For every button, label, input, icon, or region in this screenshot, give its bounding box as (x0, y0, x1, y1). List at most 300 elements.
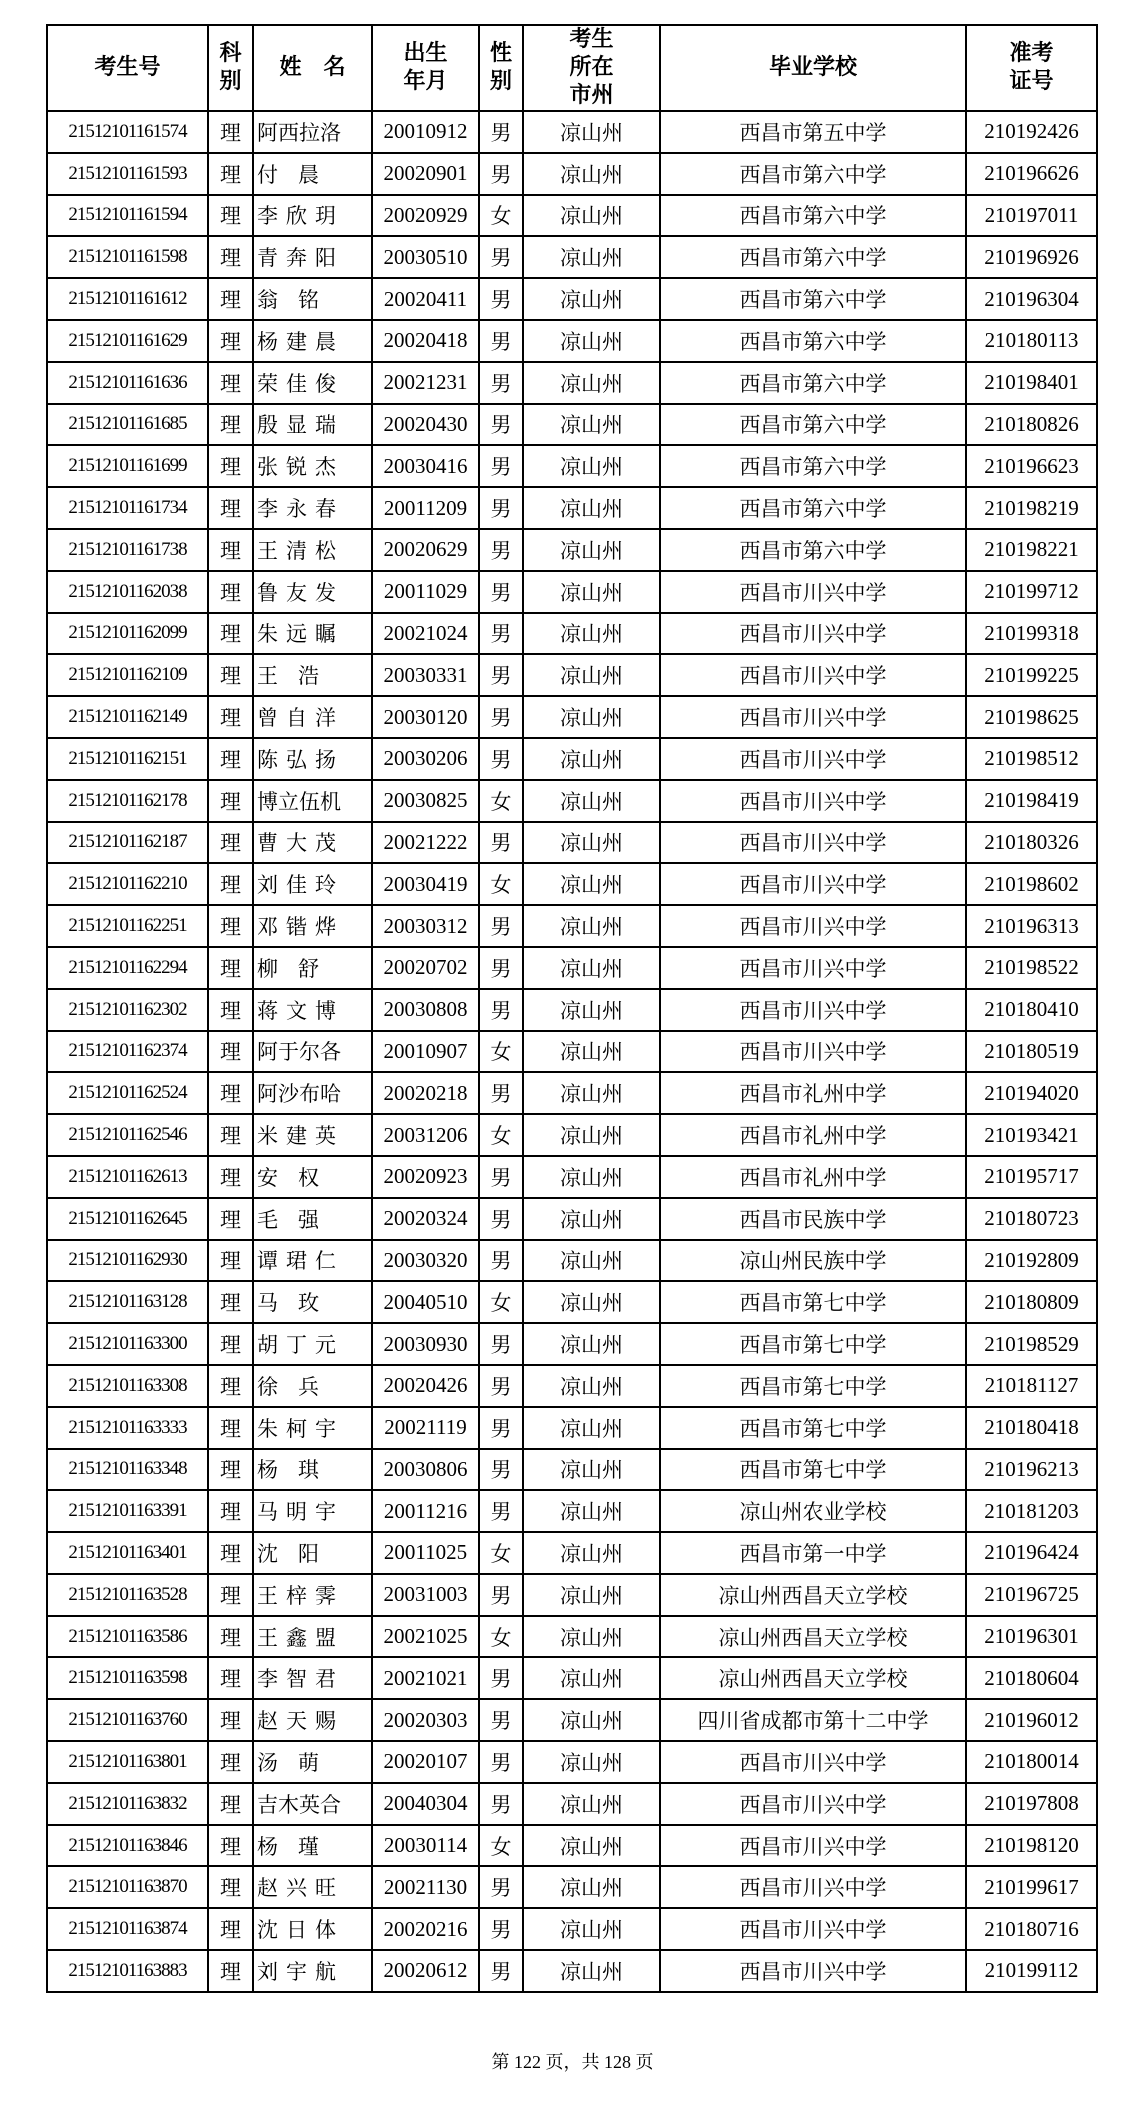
cell-gender: 男 (479, 487, 523, 529)
cell-school: 凉山州农业学校 (660, 1490, 966, 1532)
cell-birth: 20030206 (372, 738, 479, 780)
cell-city: 凉山州 (523, 236, 660, 278)
cell-city: 凉山州 (523, 947, 660, 989)
cell-ticket: 210198522 (966, 947, 1097, 989)
cell-gender: 男 (479, 571, 523, 613)
cell-birth: 20020629 (372, 529, 479, 571)
cell-gender: 男 (479, 1657, 523, 1699)
cell-name: 马玫 (253, 1281, 372, 1323)
cell-subject: 理 (208, 1783, 253, 1825)
cell-gender: 男 (479, 654, 523, 696)
cell-exam-id: 21512101162187 (47, 822, 208, 864)
cell-city: 凉山州 (523, 989, 660, 1031)
cell-exam-id: 21512101163401 (47, 1532, 208, 1574)
cell-name: 柳舒 (253, 947, 372, 989)
cell-subject: 理 (208, 654, 253, 696)
cell-school: 西昌市第七中学 (660, 1365, 966, 1407)
cell-name: 赵天赐 (253, 1699, 372, 1741)
cell-gender: 男 (479, 1198, 523, 1240)
cell-school: 西昌市川兴中学 (660, 613, 966, 655)
cell-subject: 理 (208, 487, 253, 529)
cell-name: 毛强 (253, 1198, 372, 1240)
cell-ticket: 210192426 (966, 111, 1097, 153)
cell-ticket: 210196301 (966, 1616, 1097, 1658)
cell-birth: 20021231 (372, 362, 479, 404)
cell-subject: 理 (208, 153, 253, 195)
table-row (47, 1783, 1097, 1825)
cell-school: 西昌市川兴中学 (660, 1825, 966, 1867)
cell-birth: 20020923 (372, 1156, 479, 1198)
cell-exam-id: 21512101162524 (47, 1072, 208, 1114)
cell-birth: 20021021 (372, 1657, 479, 1699)
cell-exam-id: 21512101161636 (47, 362, 208, 404)
cell-birth: 20020430 (372, 404, 479, 446)
cell-school: 西昌市第七中学 (660, 1281, 966, 1323)
table-row (47, 1449, 1097, 1491)
cell-city: 凉山州 (523, 822, 660, 864)
cell-name: 博立伍机 (253, 780, 372, 822)
cell-birth: 20030312 (372, 905, 479, 947)
cell-ticket: 210180410 (966, 989, 1097, 1031)
cell-gender: 女 (479, 1114, 523, 1156)
table-row (47, 1407, 1097, 1449)
cell-exam-id: 21512101163846 (47, 1825, 208, 1867)
cell-name: 李永春 (253, 487, 372, 529)
table-row (47, 989, 1097, 1031)
cell-name: 李智君 (253, 1657, 372, 1699)
cell-birth: 20031206 (372, 1114, 479, 1156)
cell-school: 西昌市第五中学 (660, 111, 966, 153)
cell-school: 西昌市民族中学 (660, 1198, 966, 1240)
table-row (47, 1574, 1097, 1616)
cell-school: 西昌市川兴中学 (660, 1950, 966, 1992)
cell-exam-id: 21512101161629 (47, 320, 208, 362)
cell-birth: 20020324 (372, 1198, 479, 1240)
cell-birth: 20040510 (372, 1281, 479, 1323)
table-row (47, 822, 1097, 864)
cell-gender: 男 (479, 696, 523, 738)
cell-subject: 理 (208, 529, 253, 571)
cell-city: 凉山州 (523, 613, 660, 655)
cell-exam-id: 21512101163874 (47, 1908, 208, 1950)
cell-school: 西昌市第六中学 (660, 195, 966, 237)
cell-birth: 20010912 (372, 111, 479, 153)
cell-city: 凉山州 (523, 362, 660, 404)
cell-ticket: 210198401 (966, 362, 1097, 404)
cell-exam-id: 21512101163883 (47, 1950, 208, 1992)
cell-school: 西昌市第六中学 (660, 404, 966, 446)
cell-subject: 理 (208, 989, 253, 1031)
cell-exam-id: 21512101162210 (47, 863, 208, 905)
cell-subject: 理 (208, 1490, 253, 1532)
cell-subject: 理 (208, 1574, 253, 1616)
cell-gender: 男 (479, 362, 523, 404)
cell-city: 凉山州 (523, 1908, 660, 1950)
cell-gender: 女 (479, 863, 523, 905)
cell-city: 凉山州 (523, 1490, 660, 1532)
cell-school: 西昌市第六中学 (660, 278, 966, 320)
cell-gender: 男 (479, 1866, 523, 1908)
cell-gender: 男 (479, 822, 523, 864)
cell-subject: 理 (208, 1950, 253, 1992)
cell-ticket: 210199318 (966, 613, 1097, 655)
cell-exam-id: 21512101163801 (47, 1741, 208, 1783)
cell-school: 西昌市第六中学 (660, 487, 966, 529)
cell-exam-id: 21512101162546 (47, 1114, 208, 1156)
cell-gender: 女 (479, 1532, 523, 1574)
cell-ticket: 210199617 (966, 1866, 1097, 1908)
table-row (47, 947, 1097, 989)
cell-birth: 20020702 (372, 947, 479, 989)
cell-ticket: 210192809 (966, 1240, 1097, 1282)
cell-ticket: 210196213 (966, 1449, 1097, 1491)
cell-subject: 理 (208, 571, 253, 613)
cell-school: 凉山州民族中学 (660, 1240, 966, 1282)
cell-city: 凉山州 (523, 1783, 660, 1825)
cell-ticket: 210180014 (966, 1741, 1097, 1783)
cell-subject: 理 (208, 1240, 253, 1282)
cell-school: 西昌市川兴中学 (660, 989, 966, 1031)
cell-ticket: 210196626 (966, 153, 1097, 195)
cell-ticket: 210199712 (966, 571, 1097, 613)
cell-city: 凉山州 (523, 195, 660, 237)
header-name: 姓 名 (253, 25, 372, 111)
cell-birth: 20030930 (372, 1323, 479, 1365)
cell-city: 凉山州 (523, 1574, 660, 1616)
cell-ticket: 210198221 (966, 529, 1097, 571)
cell-ticket: 210197011 (966, 195, 1097, 237)
table-row (47, 1490, 1097, 1532)
cell-exam-id: 21512101163391 (47, 1490, 208, 1532)
cell-school: 西昌市川兴中学 (660, 1783, 966, 1825)
cell-ticket: 210180113 (966, 320, 1097, 362)
cell-city: 凉山州 (523, 320, 660, 362)
cell-school: 西昌市礼州中学 (660, 1072, 966, 1114)
cell-school: 西昌市川兴中学 (660, 947, 966, 989)
table-row (47, 529, 1097, 571)
header-subject: 科别 (208, 25, 253, 111)
cell-subject: 理 (208, 320, 253, 362)
cell-city: 凉山州 (523, 1323, 660, 1365)
cell-gender: 男 (479, 153, 523, 195)
cell-exam-id: 21512101161594 (47, 195, 208, 237)
table-row (47, 1950, 1097, 1992)
cell-ticket: 210181203 (966, 1490, 1097, 1532)
cell-city: 凉山州 (523, 1240, 660, 1282)
table-row (47, 362, 1097, 404)
cell-gender: 男 (479, 1407, 523, 1449)
table-row (47, 738, 1097, 780)
cell-ticket: 210198625 (966, 696, 1097, 738)
cell-subject: 理 (208, 780, 253, 822)
cell-exam-id: 21512101162109 (47, 654, 208, 696)
cell-gender: 男 (479, 236, 523, 278)
cell-subject: 理 (208, 947, 253, 989)
cell-birth: 20020216 (372, 1908, 479, 1950)
page-number: 第 122 页，共 128 页 (491, 2052, 654, 2072)
cell-birth: 20020612 (372, 1950, 479, 1992)
cell-birth: 20010907 (372, 1031, 479, 1073)
cell-ticket: 210196313 (966, 905, 1097, 947)
cell-birth: 20011029 (372, 571, 479, 613)
cell-name: 殷显瑞 (253, 404, 372, 446)
table-row (47, 236, 1097, 278)
cell-city: 凉山州 (523, 863, 660, 905)
cell-name: 曹大茂 (253, 822, 372, 864)
cell-ticket: 210199225 (966, 654, 1097, 696)
cell-name: 陈弘扬 (253, 738, 372, 780)
cell-name: 青奔阳 (253, 236, 372, 278)
cell-birth: 20020411 (372, 278, 479, 320)
cell-city: 凉山州 (523, 111, 660, 153)
cell-name: 王清松 (253, 529, 372, 571)
cell-school: 西昌市川兴中学 (660, 696, 966, 738)
table-row (47, 1866, 1097, 1908)
cell-gender: 男 (479, 1323, 523, 1365)
cell-gender: 男 (479, 738, 523, 780)
cell-name: 荣佳俊 (253, 362, 372, 404)
table-row (47, 1072, 1097, 1114)
cell-ticket: 210198219 (966, 487, 1097, 529)
cell-exam-id: 21512101163128 (47, 1281, 208, 1323)
cell-school: 西昌市礼州中学 (660, 1114, 966, 1156)
cell-exam-id: 21512101163760 (47, 1699, 208, 1741)
cell-name: 鲁友发 (253, 571, 372, 613)
cell-birth: 20020303 (372, 1699, 479, 1741)
cell-school: 西昌市川兴中学 (660, 780, 966, 822)
cell-name: 蒋文博 (253, 989, 372, 1031)
table-row (47, 1532, 1097, 1574)
cell-gender: 女 (479, 1616, 523, 1658)
table-row (47, 1741, 1097, 1783)
table-row (47, 1156, 1097, 1198)
cell-ticket: 210199112 (966, 1950, 1097, 1992)
table-row (47, 153, 1097, 195)
cell-gender: 女 (479, 1281, 523, 1323)
cell-exam-id: 21512101161574 (47, 111, 208, 153)
cell-gender: 男 (479, 404, 523, 446)
cell-exam-id: 21512101162038 (47, 571, 208, 613)
cell-name: 阿于尔各 (253, 1031, 372, 1073)
cell-name: 米建英 (253, 1114, 372, 1156)
cell-subject: 理 (208, 905, 253, 947)
cell-name: 王鑫盟 (253, 1616, 372, 1658)
cell-subject: 理 (208, 1866, 253, 1908)
cell-subject: 理 (208, 696, 253, 738)
cell-city: 凉山州 (523, 738, 660, 780)
cell-ticket: 210181127 (966, 1365, 1097, 1407)
cell-subject: 理 (208, 236, 253, 278)
cell-ticket: 210180826 (966, 404, 1097, 446)
cell-subject: 理 (208, 1365, 253, 1407)
cell-subject: 理 (208, 613, 253, 655)
cell-exam-id: 21512101162645 (47, 1198, 208, 1240)
cell-school: 西昌市川兴中学 (660, 1031, 966, 1073)
cell-subject: 理 (208, 362, 253, 404)
cell-birth: 20031003 (372, 1574, 479, 1616)
cell-city: 凉山州 (523, 1699, 660, 1741)
cell-gender: 男 (479, 613, 523, 655)
cell-ticket: 210196725 (966, 1574, 1097, 1616)
cell-name: 谭珺仁 (253, 1240, 372, 1282)
cell-subject: 理 (208, 1657, 253, 1699)
cell-exam-id: 21512101162149 (47, 696, 208, 738)
table-row (47, 1240, 1097, 1282)
cell-name: 安权 (253, 1156, 372, 1198)
cell-school: 凉山州西昌天立学校 (660, 1574, 966, 1616)
cell-exam-id: 21512101162151 (47, 738, 208, 780)
cell-exam-id: 21512101163832 (47, 1783, 208, 1825)
cell-exam-id: 21512101161593 (47, 153, 208, 195)
cell-gender: 女 (479, 780, 523, 822)
cell-birth: 20030510 (372, 236, 479, 278)
table-row (47, 195, 1097, 237)
table-row (47, 780, 1097, 822)
table-row (47, 613, 1097, 655)
cell-gender: 男 (479, 1449, 523, 1491)
table-row (47, 1657, 1097, 1699)
cell-name: 朱远瞩 (253, 613, 372, 655)
cell-gender: 男 (479, 1783, 523, 1825)
cell-ticket: 210196623 (966, 445, 1097, 487)
cell-city: 凉山州 (523, 404, 660, 446)
cell-school: 西昌市第七中学 (660, 1449, 966, 1491)
cell-city: 凉山州 (523, 1114, 660, 1156)
cell-city: 凉山州 (523, 1825, 660, 1867)
table-row (47, 1114, 1097, 1156)
cell-school: 西昌市川兴中学 (660, 654, 966, 696)
cell-gender: 男 (479, 320, 523, 362)
cell-name: 徐兵 (253, 1365, 372, 1407)
cell-school: 西昌市第六中学 (660, 320, 966, 362)
cell-subject: 理 (208, 1156, 253, 1198)
cell-birth: 20020426 (372, 1365, 479, 1407)
cell-name: 胡丁元 (253, 1323, 372, 1365)
cell-gender: 女 (479, 195, 523, 237)
cell-birth: 20020218 (372, 1072, 479, 1114)
cell-city: 凉山州 (523, 905, 660, 947)
cell-gender: 男 (479, 947, 523, 989)
cell-name: 朱柯宇 (253, 1407, 372, 1449)
cell-subject: 理 (208, 738, 253, 780)
cell-exam-id: 21512101163598 (47, 1657, 208, 1699)
cell-city: 凉山州 (523, 654, 660, 696)
table-header-row (47, 25, 1097, 111)
cell-exam-id: 21512101161685 (47, 404, 208, 446)
cell-subject: 理 (208, 1198, 253, 1240)
cell-city: 凉山州 (523, 1407, 660, 1449)
cell-gender: 男 (479, 989, 523, 1031)
cell-city: 凉山州 (523, 696, 660, 738)
cell-exam-id: 21512101163528 (47, 1574, 208, 1616)
cell-exam-id: 21512101162930 (47, 1240, 208, 1282)
table-row (47, 278, 1097, 320)
table-row (47, 1281, 1097, 1323)
cell-subject: 理 (208, 278, 253, 320)
cell-gender: 男 (479, 1699, 523, 1741)
cell-gender: 男 (479, 905, 523, 947)
cell-birth: 20030120 (372, 696, 479, 738)
cell-gender: 男 (479, 1574, 523, 1616)
cell-school: 西昌市第六中学 (660, 153, 966, 195)
cell-city: 凉山州 (523, 1657, 660, 1699)
cell-gender: 男 (479, 278, 523, 320)
cell-birth: 20021222 (372, 822, 479, 864)
cell-name: 王梓霁 (253, 1574, 372, 1616)
table-row (47, 1825, 1097, 1867)
cell-ticket: 210198512 (966, 738, 1097, 780)
cell-city: 凉山州 (523, 571, 660, 613)
cell-school: 西昌市川兴中学 (660, 738, 966, 780)
cell-ticket: 210196926 (966, 236, 1097, 278)
cell-subject: 理 (208, 1449, 253, 1491)
table-row (47, 863, 1097, 905)
cell-name: 马明宇 (253, 1490, 372, 1532)
cell-name: 张锐杰 (253, 445, 372, 487)
cell-gender: 男 (479, 1240, 523, 1282)
cell-school: 四川省成都市第十二中学 (660, 1699, 966, 1741)
cell-subject: 理 (208, 822, 253, 864)
cell-name: 阿西拉洛 (253, 111, 372, 153)
cell-gender: 男 (479, 1490, 523, 1532)
header-school: 毕业学校 (660, 25, 966, 111)
cell-city: 凉山州 (523, 1616, 660, 1658)
cell-school: 西昌市第六中学 (660, 445, 966, 487)
cell-school: 西昌市川兴中学 (660, 571, 966, 613)
cell-exam-id: 21512101162178 (47, 780, 208, 822)
cell-ticket: 210180809 (966, 1281, 1097, 1323)
cell-ticket: 210196304 (966, 278, 1097, 320)
header-city: 考生所在市州 (523, 25, 660, 111)
cell-ticket: 210198419 (966, 780, 1097, 822)
cell-name: 曾自洋 (253, 696, 372, 738)
cell-ticket: 210198602 (966, 863, 1097, 905)
cell-exam-id: 21512101162613 (47, 1156, 208, 1198)
cell-subject: 理 (208, 1616, 253, 1658)
cell-school: 西昌市礼州中学 (660, 1156, 966, 1198)
cell-city: 凉山州 (523, 529, 660, 571)
table-row (47, 654, 1097, 696)
cell-birth: 20030416 (372, 445, 479, 487)
cell-name: 吉木英合 (253, 1783, 372, 1825)
cell-name: 刘佳玲 (253, 863, 372, 905)
cell-exam-id: 21512101163348 (47, 1449, 208, 1491)
header-birth: 出生年月 (372, 25, 479, 111)
cell-subject: 理 (208, 1825, 253, 1867)
cell-birth: 20040304 (372, 1783, 479, 1825)
cell-birth: 20020418 (372, 320, 479, 362)
table-body (47, 111, 1097, 1992)
cell-birth: 20021024 (372, 613, 479, 655)
cell-ticket: 210196012 (966, 1699, 1097, 1741)
cell-gender: 女 (479, 1825, 523, 1867)
cell-gender: 男 (479, 1072, 523, 1114)
cell-birth: 20020929 (372, 195, 479, 237)
cell-name: 赵兴旺 (253, 1866, 372, 1908)
cell-name: 翁铭 (253, 278, 372, 320)
cell-birth: 20030825 (372, 780, 479, 822)
cell-gender: 男 (479, 1741, 523, 1783)
cell-exam-id: 21512101163870 (47, 1866, 208, 1908)
cell-subject: 理 (208, 1699, 253, 1741)
table-row (47, 1323, 1097, 1365)
table-row (47, 571, 1097, 613)
header-ticket: 准考证号 (966, 25, 1097, 111)
table-row (47, 111, 1097, 153)
cell-name: 阿沙布哈 (253, 1072, 372, 1114)
cell-ticket: 210198529 (966, 1323, 1097, 1365)
cell-birth: 20030806 (372, 1449, 479, 1491)
